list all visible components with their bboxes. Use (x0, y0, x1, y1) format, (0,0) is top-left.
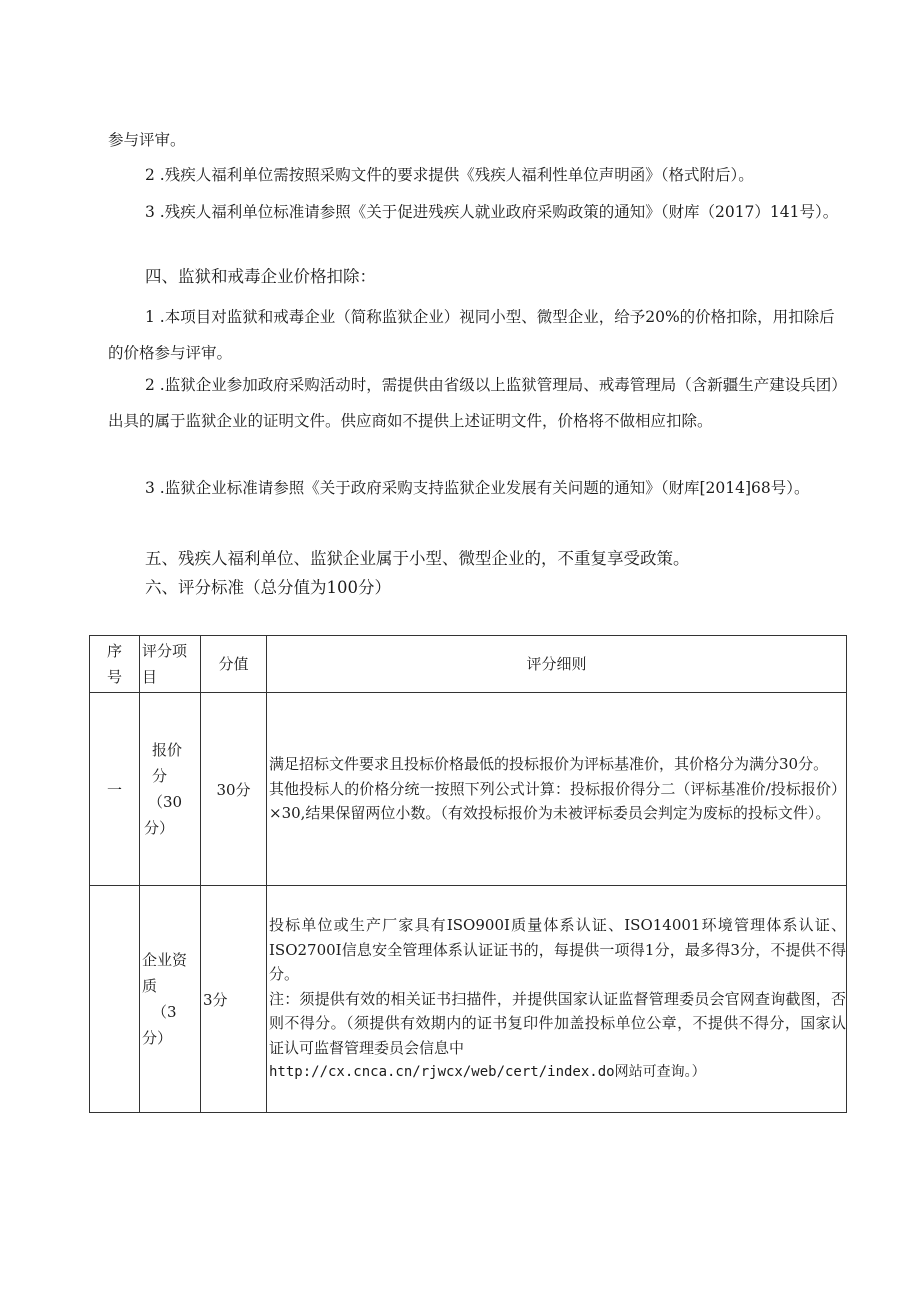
header-item: 评分项 目 (140, 636, 201, 693)
header-number: 序 号 (90, 636, 140, 693)
paragraph-prison-1: 1 .本项目对监狱和戒毒企业（简称监狱企业）视同小型、微型企业，给予20%的价格扣除，用扣除后的价格参与评审。 (108, 308, 835, 362)
paragraph-disabled-3: 3 .残疾人福利单位标准请参照《关于促进残疾人就业政府采购政策的通知》（财库（2017）141号）。 (145, 203, 839, 221)
row-number (90, 886, 140, 1113)
section-heading-6: 六、评分标准（总分值为100分） (145, 578, 391, 597)
row-score: 3分 (201, 886, 267, 1113)
paragraph-continuation: 参与评审。 (108, 131, 186, 149)
table-header-row (90, 636, 847, 693)
row-item: 报价 分 （30 分） (140, 693, 201, 886)
cnca-url: http://cx.cnca.cn/rjwcx/web/cert/index.do网站可查询。） (269, 1064, 706, 1081)
header-score: 分值 (201, 636, 267, 693)
section-heading-4: 四、监狱和戒毒企业价格扣除： (145, 267, 376, 286)
table-row (90, 886, 847, 1113)
header-detail: 评分细则 (267, 636, 847, 693)
section-heading-5: 五、残疾人福利单位、监狱企业属于小型、微型企业的，不重复享受政策。 (145, 549, 690, 568)
paragraph-prison-3: 3 .监狱企业标准请参照《关于政府采购支持监狱企业发展有关问题的通知》（财库[2014]68号）。 (145, 479, 810, 497)
row-number: 一 (90, 693, 140, 886)
table-row (90, 693, 847, 886)
paragraph-prison-2: 2 .监狱企业参加政府采购活动时，需提供由省级以上监狱管理局、戒毒管理局（含新疆生产建设兵团）出具的属于监狱企业的证明文件。供应商如不提供上述证明文件，价格将不做相应扣除。 (108, 376, 847, 430)
row-detail: 投标单位或生产厂家具有ISO900I质量体系认证、ISO14001环境管理体系认证、ISO2700I信息安全管理体系认证证书的，每提供一项得1分，最多得3分，不提供不得分。 注：须提供有效的相关证书扫描件，并提供国家认证监督管理委员会官网查询截图，否则不得分。（须提供有效期内的证书复印件加盖投标单位公章，不提供不得分，国家认证认可监督管理委员会信息中 http://cx.cnca.cn/rjwcx/web/cert/index.do网站可查询。） (267, 886, 847, 1113)
row-score: 30分 (201, 693, 267, 886)
scoring-table (89, 635, 847, 1113)
row-detail: 满足招标文件要求且投标价格最低的投标报价为评标基准价，其价格分为满分30分。 其他投标人的价格分统一按照下列公式计算：投标报价得分二（评标基准价/投标报价）×30,结果保留两位小数。（有效投标报价为未被评标委员会判定为废标的投标文件）。 (267, 693, 847, 886)
paragraph-disabled-2: 2 .残疾人福利单位需按照采购文件的要求提供《残疾人福利性单位声明函》（格式附后）。 (145, 166, 754, 184)
row-item: 企业资 质 （3 分） (140, 886, 201, 1113)
